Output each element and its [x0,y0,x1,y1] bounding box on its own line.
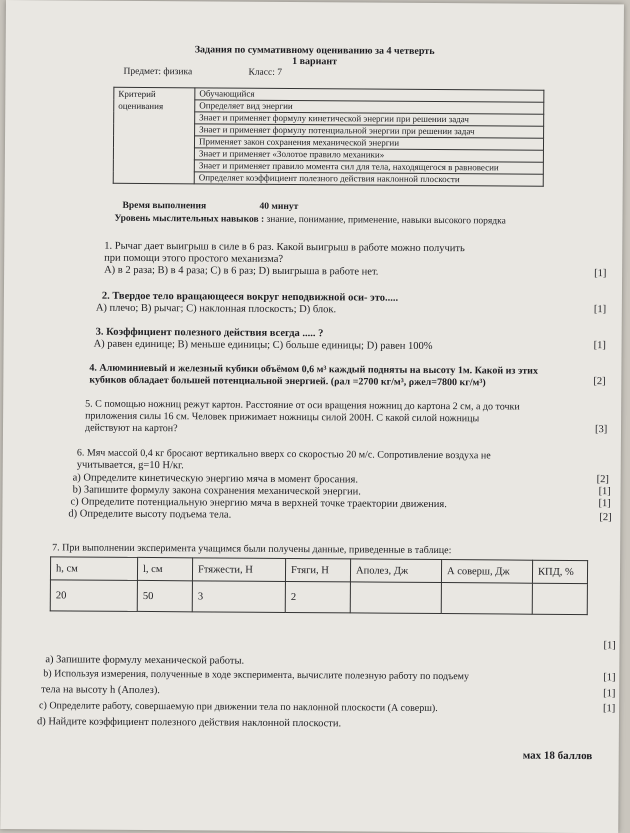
time-value: 40 минут [259,201,299,213]
q2-text: 2. Твердое тело вращающееся вокруг неподвижной оси- это..... [101,290,399,304]
q2-options: A) плечо; B) рычаг; C) наклонная плоскость; D) блок. [95,302,337,316]
level-label: Уровень мыслительных навыков : [114,213,265,225]
q7-score-d: [1] [603,703,616,715]
q6-a: a) Определите кинетическую энергию мяча в момент бросания. [72,472,359,486]
q6-d: d) Определите высоту подъема тела. [68,508,232,521]
page-title: Задания по суммативному оцениванию за 4 четверть [194,44,435,57]
q3-score: [1] [593,340,606,352]
table-header-cell: Fтяги, Н [285,558,350,581]
criteria-header: Критерий оценивания [113,87,195,184]
q5-text-3: действуют на картон? [84,422,178,435]
q5-text-2: приложения силы 16 см. Человек прижимает ножницы силой 200Н. С какой силой ножницы [85,410,480,425]
q6-score-a: [2] [596,474,609,486]
q6-text: 6. Мяч массой 0,4 кг бросают вертикально вверх со скоростью 20 м/с. Сопротивление воздуха не [76,447,491,462]
table-header-cell: h, см [50,557,137,581]
q1-text-2: при помощи этого простого механизма? [104,252,284,265]
criteria-row: Знает и применяет формулу кинетической энергии при решении задач [195,112,544,126]
criteria-row: Определяет вид энергии [195,100,544,114]
thinking-level [114,214,505,227]
q7-intro: 7. При выполнении эксперимента учащимся были получены данные, приведенные в таблице: [52,542,452,557]
q5-text: 5. С помощью ножниц режут картон. Расстояние от оси вращения ножниц до картона 2 см, а до точки [85,398,520,413]
table-header-cell: Fтяжести, Н [192,558,285,582]
criteria-row: Применяет закон сохранения механической энергии [194,136,543,150]
experiment-table [50,556,588,615]
table-header-cell: А соверш, Дж [441,560,532,584]
criteria-row: Знает и применяет «Золотое правило механики» [194,148,543,162]
table-value-cell: 50 [137,580,192,611]
q6-c: c) Определите потенциальную энергию мяча в верхней точке траектории движения. [70,496,447,511]
q1-options: A) в 2 раза; B) в 4 раза; C) в 6 раз; D) выигрыша в работе нет. [104,264,379,278]
subject-label: Предмет: физика [123,66,193,78]
q5-score: [3] [594,424,608,436]
criteria-row: Обучающийся [195,88,544,102]
table-value-cell: 2 [285,581,350,612]
q2-score: [1] [593,304,607,316]
table-value-cell [441,583,532,615]
class-label: Класс: 7 [248,67,283,78]
variant-label: 1 вариант [292,55,338,68]
level-value: знание, понимание, применение, навыки высокого порядка [266,214,506,227]
q4-text: 4. Алюминиевый и железный кубики объёмом 0,6 м³ каждый подняты на высоту 1м. Какой из этих [89,362,539,377]
q7-b-2: тела на высоту h (Аполез). [41,684,161,697]
q6-b: b) Запишите формулу закона сохранения механической энергии. [72,484,361,498]
table-header-cell: l, см [137,557,192,580]
q3-options: A) равен единице; B) меньше единицы; C) больше единицы; D) равен 100% [93,338,433,352]
table-value-cell [350,582,441,614]
q7-score-a: [1] [603,640,616,652]
q7-c: c) Определите работу, совершаемую при движении тела по наклонной плоскости (А соверш). [39,700,438,715]
q1-score: [1] [594,268,607,280]
q7-score-c: [1] [603,688,616,700]
criteria-row: Знает и применяет правило момента сил для тела, находящегося в равновесии [194,160,543,174]
time-label: Время выполнения [122,200,207,212]
q6-score-c: [1] [598,498,611,510]
q4-score: [2] [593,376,606,388]
q1-text: 1. Рычаг дает выигрыш в силе в 6 раз. Какой выигрыш в работе можно получить [104,240,465,255]
q7-score-b: [1] [603,672,616,684]
max-score: мах 18 баллов [522,749,593,763]
table-header-cell: КПД, % [532,560,587,583]
table-value-cell: 20 [50,580,137,612]
q3-text: 3. Коэффициент полезного действия всегда ..... ? [95,326,324,340]
criteria-row: Определяет коэффициент полезного действия наклонной плоскости [194,172,543,186]
q7-b: b) Используя измерения, полученные в ходе эксперимента, вычислите полезную работу по подъему [43,668,470,683]
q6-score-b: [1] [598,486,611,498]
criteria-row: Знает и применяет формулу потенциальной энергии при решении задач [195,124,544,138]
table-header-cell: Аполез, Дж [350,559,441,583]
q4-text-2: кубиков обладает большей потенциальной энергией. (ρал =2700 кг/м³, ρжел=7800 кг/м³) [89,374,486,389]
table-value-cell: 3 [192,581,285,613]
q6-score-d: [2] [599,512,612,524]
criteria-table [113,87,545,187]
table-value-cell [532,583,587,614]
q6-text-2: учитывается, g=10 Н/кг. [76,459,184,472]
q7-a: a) Запишите формулу механической работы. [45,654,245,667]
q7-d: d) Найдите коэффициент полезного действия наклонной плоскости. [36,716,342,730]
